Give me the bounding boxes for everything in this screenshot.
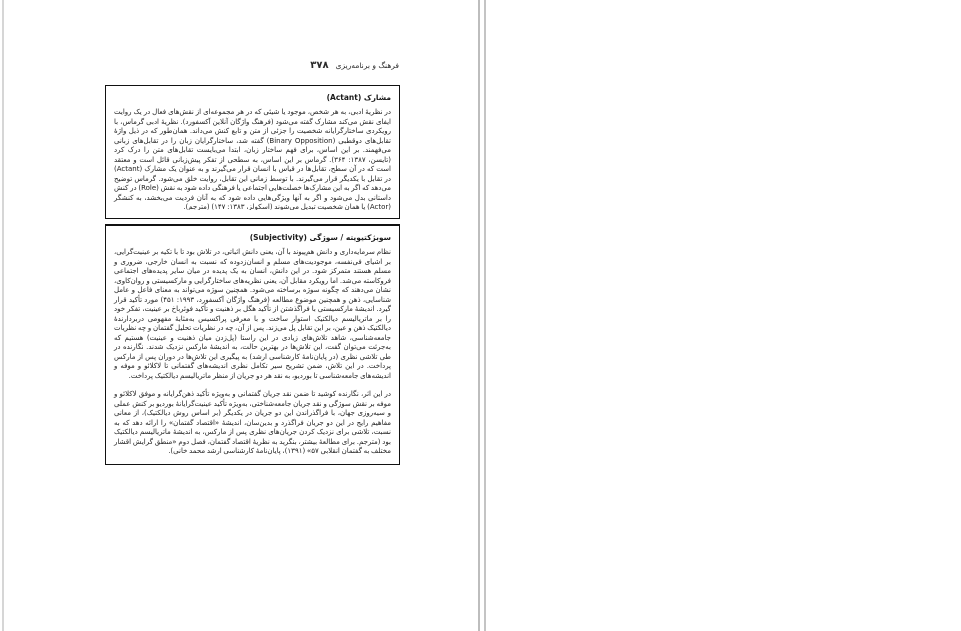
actant-body: در نظریهٔ ادبی، به هر شخص، موجود یا شیئی که در هر مجموعه‌ای از نقش‌های فعال در یک روایت ایفای نقش می‌کند مشارک گفته می‌شود (فرهنگ واژگان آنلاین آکسفورد). نظریهٔ ادبی گرماس، با رویکردی ساختارگرایانه شخصیت را جزئی از متن و تابع کنش می‌داند. همان‌طور که در ذیل واژهٔ تقابل‌های دوقطبی (Binary Opposition) گفته شد، ساختارگرایان زبان را در تقابل‌های زبانی می‌فهمند. بر این اساس، برای فهم ساختار زبان، ابتدا می‌بایست تقابل‌های متن را درک کرد (تایسن، ۱۳۸۷: ۳۶۴). گرماس بر این اساس، به سطحی از تفکر پیش‌زبانی قائل است و معتقد است که در آن سطح، تقابل‌ها در قیاس با انسان قرار می‌گیرند و به عنوان یک مشارک (Actant) در تقابل با یکدیگر قرار می‌گیرند. با توسط زمانی این تقابل، روایت خلق می‌شود. گرماس توضیح می‌دهد که اگر به این مشارک‌ها خصلت‌هایی اجتماعی یا فرهنگی داده شود به نقش (Role) در کنش داستانی بدل می‌شود و اگر به آنها ویژگی‌هایی داده شود که به آنان فردیت می‌بخشد، به کنشگر (Actor) یا همان شخصیت تبدیل می‌شوند (اسکولز، ۱۳۸۳: ۱۴۷) (مترجم). [114,108,391,210]
page-edge-line [2,0,4,631]
running-header-left [105,60,399,74]
subjectivity-term-box [105,224,400,465]
subjectivity-paragraph-2: در این اثر، نگارنده کوشید تا ضمن نقد جریان گفتمانی و به‌ویژه تأکید ذهن‌گرایانه و موفق لاکلائو و موفه بر نقش سوژگی و نقد جریان جامعه‌شناختی، به‌ویژه تأکید عینیت‌گرایانهٔ بوردیو بر کنش عملی و سیه‌روزی جهان، با فراگذراندن این دو جریان در یکدیگر (بر اساس روش دیالکتیک)، از معانی مفاهیم رایج در این دو جریان فراگذرد و بدین‌سان، اندیشهٔ «اقتصاد گفتمان» را ارائه دهد که به نسبت، تلاشی برای نزدیک کردن جریان‌های نظری پس از مارکس، به اندیشهٔ ماتریالیسم دیالکتیک بود (مترجم. برای مطالعهٔ بیشتر، بنگرید به نظریهٔ اقتصاد گفتمان، فصل دوم «منطق گرایش اقشار مختلف به گفتمان انقلابی ۵۷» (۱۳۹۱)، پایان‌نامهٔ کارشناسی ارشد محمد خانی). [114,390,391,455]
spine-line-left [478,0,480,631]
subjectivity-title: سوبژکتیویته / سوژگی (Subjectivity) [249,233,391,242]
running-title-left: فرهنگ و برنامه‌ریزی [335,61,399,70]
page-left [0,0,478,631]
actant-term-box [105,85,400,219]
actant-title: مشارک (Actant) [326,93,391,102]
page-right [486,0,961,631]
subjectivity-paragraph-1: نظام سرمایه‌داری و دانش هم‌پیوند با آن، یعنی دانش اثباتی، در تلاش بود تا با تکیه بر عینیت‌گرایی، بر اشیای فی‌نفسه، موجودیت‌های مسلم و انسان‌زدوده که نسبت به انسان خارجی، ضروری و مسلم هستند متمرکز شود. در این دانش، انسان به یک پدیده در میان سایر پدیده‌های اجتماعی فروکاسته می‌شد. اما رویکرد مقابل آن، یعنی نظریه‌های ساختارگرایی و مارکسیستی و روان‌کاوی، نشان می‌دهند که چگونه سوژه برساخته می‌شود. همچنین سوژه می‌تواند به معنای فاعل و عامل شناسایی، ذهن و همچنین موضوع مطالعه (فرهنگ واژگان آکسفورد، ۱۹۹۳: ۴۵۱) مورد تأکید قرار گیرد. اندیشهٔ مارکسیستی با فراگذشتن از تأکید هگل بر ذهنیت و تأکید فوئرباخ بر عینیت، تفکر خود را بر ماتریالیسم دیالکتیک استوار ساخت و با معرفی پراکسیس به‌مثابهٔ مفهومی دربردارندهٔ دیالکتیک ذهن و عین، بر این تقابل پل می‌زند. پس از آن، چه در نظریات تحلیل گفتمان و چه نظریات جامعه‌شناسی، شاهد تلاش‌های زیادی در این راستا (پل‌زدن میان ذهنیت و عینیت) هستیم که به‌جرئت می‌توان گفت، این تلاش‌ها در بهترین حالت، به اندیشهٔ مارکس نزدیک شدند. نگارنده در طی تلاشی نظری (در پایان‌نامهٔ کارشناسی ارشد) به پیگیری این تلاش‌ها در دوران پس از مارکس پرداخت. در این تلاش، ضمن تشریح سیر تکامل نظری اندیشه‌های گفتمانی تا لاکلائو و موفه و اندیشه‌های جامعه‌شناسی تا بوردیو، به نقد هر دو جریان از منظر ماتریالیسم دیالکتیک پرداخت. [114,248,391,380]
page-number-left: ۳۷۸ [310,60,329,71]
